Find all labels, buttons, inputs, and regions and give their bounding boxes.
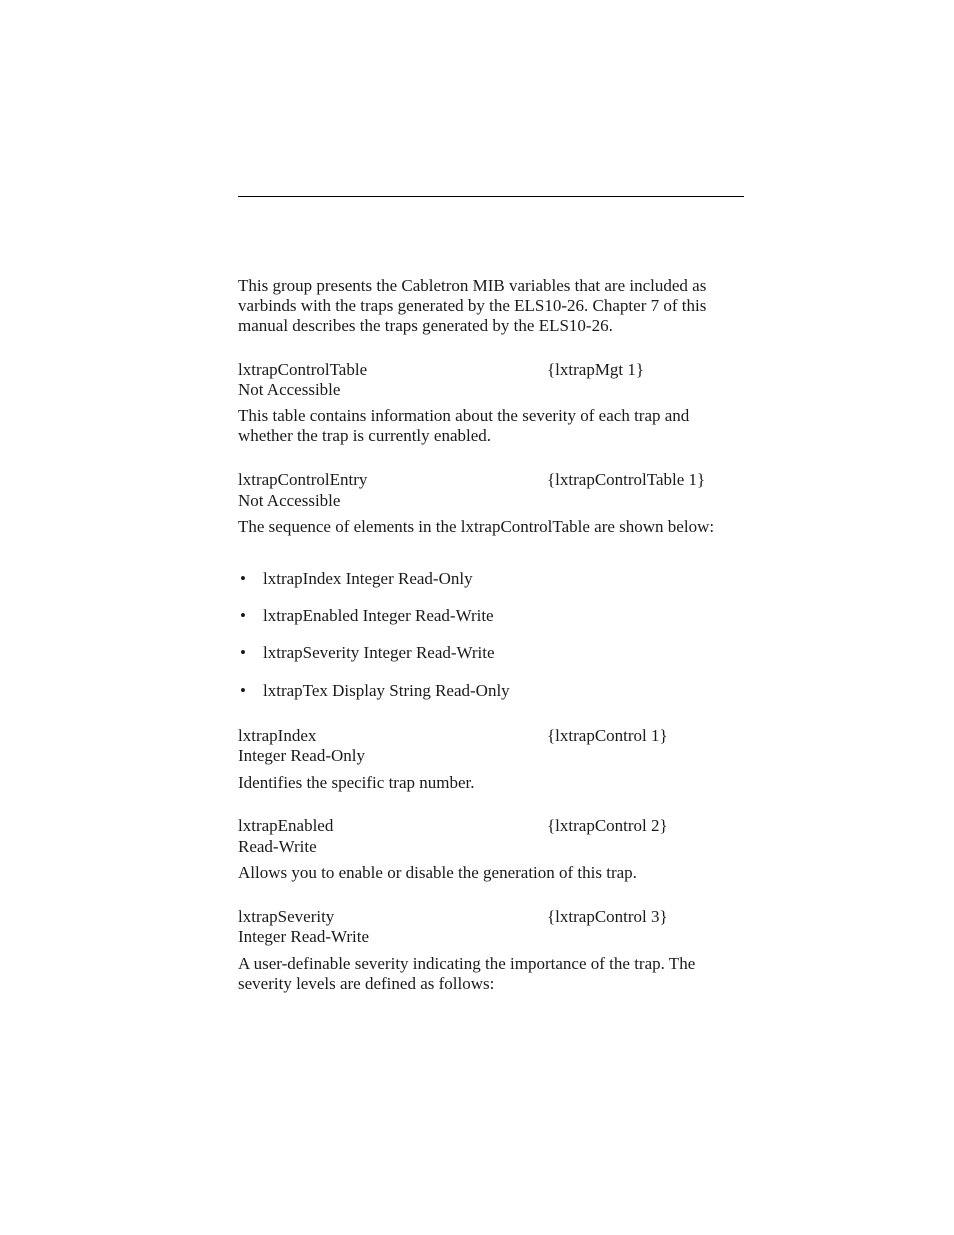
variable-header bbox=[238, 470, 744, 490]
list-item-text: lxtrapTex Display String Read-Only bbox=[263, 681, 510, 700]
variable-description: The sequence of elements in the lxtrapControlTable are shown below: bbox=[238, 517, 715, 536]
bullet-marker: • bbox=[240, 643, 246, 662]
variable-description: Allows you to enable or disable the generation of this trap. bbox=[238, 863, 637, 882]
list-item-text: lxtrapEnabled Integer Read-Write bbox=[263, 606, 494, 625]
bullet-marker: • bbox=[240, 569, 246, 588]
list-item bbox=[238, 606, 744, 626]
bullet-marker: • bbox=[240, 606, 246, 625]
variable-oid: {lxtrapControl 2} bbox=[547, 816, 668, 835]
list-item bbox=[238, 569, 744, 589]
variable-access: Integer Read-Write bbox=[238, 927, 369, 946]
variable-name: lxtrapSeverity bbox=[238, 907, 335, 926]
variable-name: lxtrapControlTable bbox=[238, 360, 368, 379]
variable-header bbox=[238, 360, 744, 380]
variable-description: Identifies the specific trap number. bbox=[238, 773, 475, 792]
header-rule bbox=[238, 196, 744, 197]
variable-oid: {lxtrapMgt 1} bbox=[547, 360, 645, 379]
list-item-text: lxtrapSeverity Integer Read-Write bbox=[263, 643, 495, 662]
variable-name: lxtrapIndex bbox=[238, 726, 317, 745]
variable-oid: {lxtrapControl 1} bbox=[547, 726, 668, 745]
intro-paragraph: This group presents the Cabletron MIB variables that are included as varbinds with the traps generated by the ELS10-26. Chapter 7 of this manual describes the traps generated by the ELS10-26. bbox=[238, 276, 707, 335]
variable-header bbox=[238, 816, 744, 836]
variable-oid: {lxtrapControl 3} bbox=[547, 907, 668, 926]
variable-name: lxtrapEnabled bbox=[238, 816, 334, 835]
variable-access: Not Accessible bbox=[238, 380, 341, 399]
variable-access: Not Accessible bbox=[238, 491, 341, 510]
variable-header bbox=[238, 907, 744, 927]
variable-access: Integer Read-Only bbox=[238, 746, 365, 765]
list-item bbox=[238, 643, 744, 663]
variable-oid: {lxtrapControlTable 1} bbox=[547, 470, 706, 489]
variable-name: lxtrapControlEntry bbox=[238, 470, 368, 489]
variable-description: A user-definable severity indicating the importance of the trap. The severity levels are defined as follows: bbox=[238, 954, 696, 993]
variable-header bbox=[238, 726, 744, 746]
variable-description: This table contains information about the severity of each trap and whether the trap is currently enabled. bbox=[238, 406, 690, 445]
bullet-marker: • bbox=[240, 681, 246, 700]
variable-access: Read-Write bbox=[238, 837, 317, 856]
list-item-text: lxtrapIndex Integer Read-Only bbox=[263, 569, 473, 588]
list-item bbox=[238, 681, 744, 701]
